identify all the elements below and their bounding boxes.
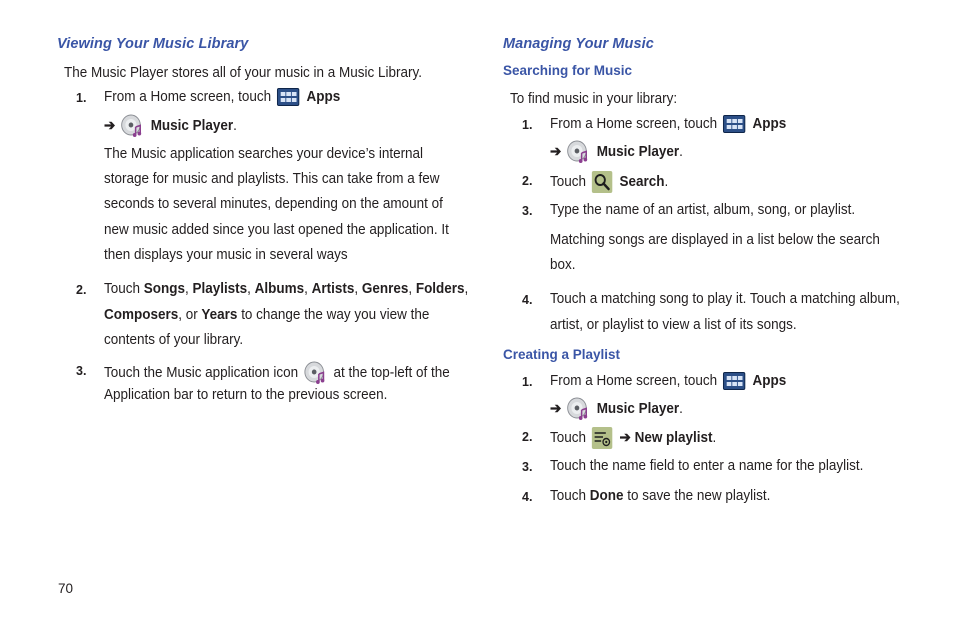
search-step4-line1: Touch a matching song to play it. Touch a matching album, <box>550 291 900 307</box>
step-text: From a Home screen, touch <box>550 116 718 132</box>
music-player-label: Music Player <box>150 117 234 134</box>
period: . <box>679 400 683 417</box>
playlist-step3-line: Touch the name field to enter a name for the playlist. <box>550 458 864 474</box>
period: . <box>679 143 683 160</box>
music-player-label: Music Player <box>596 143 680 160</box>
playlist-step1-number: 1. <box>522 375 533 389</box>
apps-label: Apps <box>306 89 341 105</box>
playlist-step4-number: 4. <box>522 490 533 504</box>
step3-text: Touch the Music application icon <box>104 364 299 381</box>
playlist-subheading: Creating a Playlist <box>503 347 621 362</box>
music-player-label: Music Player <box>596 400 680 417</box>
left-step2-line3: contents of your library. <box>104 332 244 348</box>
music-player-cd-icon <box>567 140 589 164</box>
left-step2-line2 <box>104 306 429 324</box>
search-label: Search <box>619 173 665 190</box>
done-label: Done <box>589 488 624 504</box>
playlist-step1-line2 <box>550 397 683 421</box>
comma: , <box>184 281 189 297</box>
music-player-cd-icon <box>121 114 143 138</box>
left-step1-para-line1: The Music application searches your device’s internal <box>104 146 424 162</box>
page-number: 70 <box>58 581 74 596</box>
touch-text: Touch <box>550 429 586 446</box>
search-step2-number: 2. <box>522 174 533 188</box>
left-step1-para-line5: then displays your music in several ways <box>104 247 348 263</box>
left-step1-line2 <box>104 114 237 138</box>
step3-text-b: at the top-left of the <box>333 364 450 381</box>
left-step1-number: 1. <box>76 91 87 105</box>
step4-tail: to save the new playlist. <box>627 488 771 504</box>
playlists-label: Playlists <box>192 281 248 297</box>
left-step2-line1 <box>104 280 468 298</box>
genres-label: Genres <box>361 281 409 297</box>
playlist-step1-line1 <box>550 372 786 390</box>
apps-label: Apps <box>752 373 787 389</box>
years-label: Years <box>201 307 238 323</box>
left-step1-para-line4: new music added since you last opened the application. It <box>104 222 449 238</box>
comma: , <box>408 281 413 297</box>
left-step1-text: From a Home screen, touch <box>104 89 272 105</box>
search-step4-number: 4. <box>522 293 533 307</box>
search-step3-para2: box. <box>550 257 576 273</box>
search-step1-line2 <box>550 140 683 164</box>
playlist-step4-line <box>550 487 770 505</box>
artists-label: Artists <box>311 281 355 297</box>
left-intro: The Music Player stores all of your music in a Music Library. <box>64 65 422 81</box>
comma: , <box>464 281 469 297</box>
search-step3-para1: Matching songs are displayed in a list below the search <box>550 232 880 248</box>
touch-text: Touch <box>550 173 586 190</box>
touch-text: Touch <box>550 488 586 504</box>
left-step1-line1 <box>104 88 340 106</box>
playlist-step2-number: 2. <box>522 430 533 444</box>
search-step3-number: 3. <box>522 204 533 218</box>
playlist-menu-icon <box>592 427 612 449</box>
search-step3-line: Type the name of an artist, album, song, or playlist. <box>550 202 856 218</box>
arrow: ➔ <box>104 117 116 134</box>
left-step3-line2: Application bar to return to the previous screen. <box>104 387 388 403</box>
comma: , <box>304 281 308 297</box>
albums-label: Albums <box>254 281 305 297</box>
left-step1-para-line2: storage for music and playlists. This can take from a few <box>104 171 440 187</box>
music-player-cd-icon <box>567 397 589 421</box>
left-step1-para-line3: seconds to several minutes, depending on the amount of <box>104 196 443 212</box>
apps-grid-icon <box>277 88 299 106</box>
folders-label: Folders <box>415 281 465 297</box>
search-step1-line1 <box>550 115 786 133</box>
left-section-heading: Viewing Your Music Library <box>57 36 249 52</box>
apps-label: Apps <box>752 116 787 132</box>
new-playlist-label: New playlist <box>634 429 713 446</box>
composers-label: Composers <box>104 307 179 323</box>
left-step2-number: 2. <box>76 283 87 297</box>
comma: , <box>247 281 251 297</box>
songs-label: Songs <box>143 281 185 297</box>
comma: , <box>354 281 359 297</box>
apps-grid-icon <box>723 115 745 133</box>
arrow: ➔ <box>550 400 562 417</box>
playlist-step2-line <box>550 427 716 449</box>
search-intro: To find music in your library: <box>510 91 678 107</box>
search-step4-line2: artist, or playlist to view a list of its songs. <box>550 317 797 333</box>
arrow: ➔ <box>619 429 631 446</box>
left-step3-line1 <box>104 361 450 385</box>
left-step3-number: 3. <box>76 364 87 378</box>
apps-grid-icon <box>723 372 745 390</box>
period: . <box>233 117 237 134</box>
search-step1-number: 1. <box>522 118 533 132</box>
step-text: From a Home screen, touch <box>550 373 718 389</box>
touch-text: Touch <box>104 281 140 297</box>
step2-tail: to change the way you view the <box>241 307 430 323</box>
searching-subheading: Searching for Music <box>503 63 633 78</box>
search-step2-line <box>550 171 668 193</box>
music-player-cd-icon <box>304 361 326 385</box>
playlist-step3-number: 3. <box>522 460 533 474</box>
search-magnifier-icon <box>592 171 612 193</box>
period: . <box>712 429 717 446</box>
arrow: ➔ <box>550 143 562 160</box>
period: . <box>664 173 669 190</box>
right-section-heading: Managing Your Music <box>503 36 654 52</box>
or-text: , or <box>178 307 198 323</box>
